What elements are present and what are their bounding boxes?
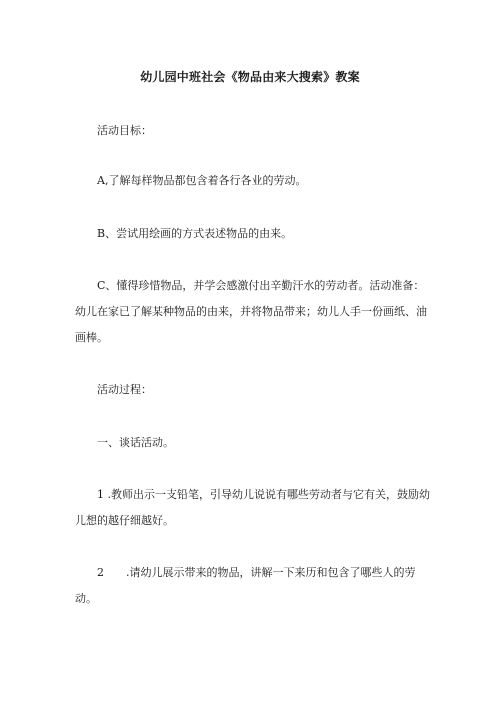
step-1-paragraph: 1 .教师出示一支铅笔，引导幼儿说说有哪些劳动者与它有关，鼓励幼儿想的越仔细越好。	[75, 488, 430, 527]
goal-a-paragraph: A,了解每样物品都包含着各行各业的劳动。	[97, 174, 307, 187]
goal-b-paragraph: B、尝试用绘画的方式表述物品的由来。	[97, 227, 293, 240]
step-one-heading: 一、谈话活动。	[97, 436, 174, 449]
section-heading-goals: 活动目标：	[97, 124, 152, 137]
document-title: 幼儿园中班社会《物品由来大搜索》教案	[140, 70, 360, 84]
section-heading-process: 活动过程：	[97, 383, 152, 396]
goal-c-and-preparation-paragraph: C、懂得珍惜物品，并学会感激付出辛勤汗水的劳动者。活动准备：幼儿在家已了解某种物品的由来，并将物品带来；幼儿人手一份画纸、油画棒。	[75, 279, 427, 344]
step-2-paragraph: 2 .请幼儿展示带来的物品，讲解一下来历和包含了哪些人的劳动。	[75, 566, 416, 605]
